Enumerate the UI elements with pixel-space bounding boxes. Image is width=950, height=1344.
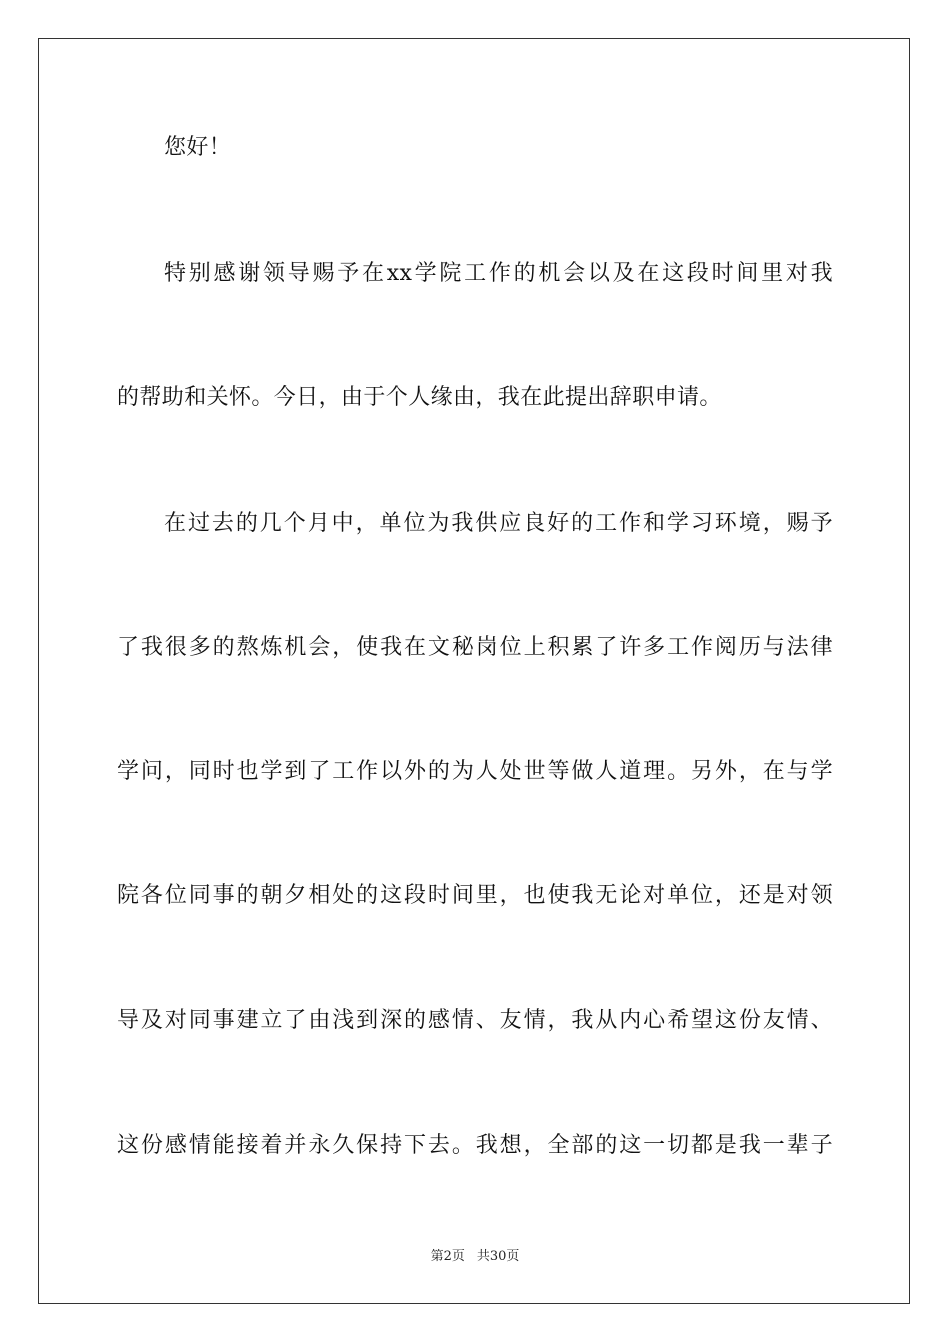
paragraph-line: 学问，同时也学到了工作以外的为人处世等做人道理。另外，在与学 xyxy=(117,759,833,784)
paragraph-line: 了我很多的熬炼机会，使我在文秘岗位上积累了许多工作阅历与法律 xyxy=(117,635,833,660)
paragraph-line: 导及对同事建立了由浅到深的感情、友情，我从内心希望这份友情、 xyxy=(117,1008,833,1033)
page-border xyxy=(38,38,910,1304)
paragraph-line: 这份感情能接着并永久保持下去。我想，全部的这一切都是我一辈子 xyxy=(117,1133,833,1158)
greeting-line: 您好！ xyxy=(164,135,232,160)
page-number-total: 共30页 xyxy=(476,1249,520,1264)
paragraph-line: 在过去的几个月中，单位为我供应良好的工作和学习环境，赐予 xyxy=(164,511,833,536)
paragraph-line: 院各位同事的朝夕相处的这段时间里，也使我无论对单位，还是对领 xyxy=(117,883,833,908)
page-footer xyxy=(0,1248,950,1266)
page-number-current: 第2页 xyxy=(430,1249,465,1264)
paragraph-line: 的帮助和关怀。今日，由于个人缘由，我在此提出辞职申请。 xyxy=(117,385,722,410)
paragraph-line: 特别感谢领导赐予在xx学院工作的机会以及在这段时间里对我 xyxy=(164,261,833,286)
